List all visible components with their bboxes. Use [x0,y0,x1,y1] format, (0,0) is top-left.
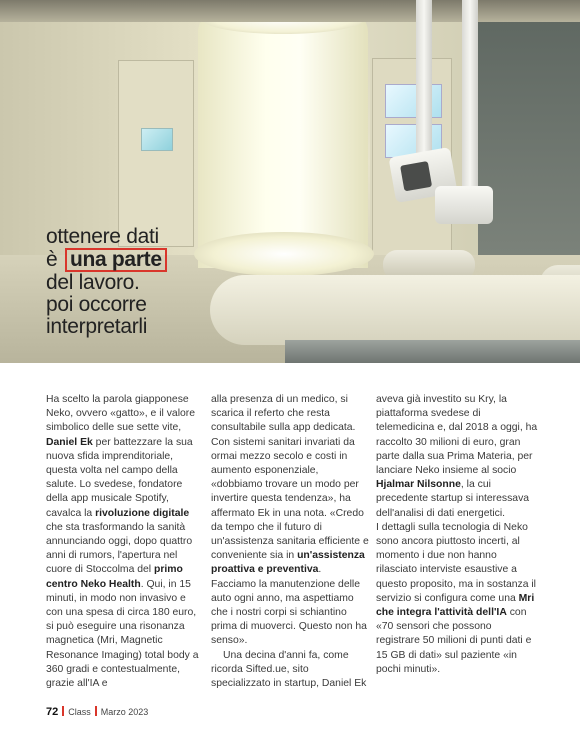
text-run: per battezzare la sua nuova sfida imprenditoriale, questa volta nel campo della salute. Lo svedese, fondatore della app musicale Spotify, cavalca la [46,436,193,519]
scanner-pod [198,10,368,268]
ceiling-arm [416,0,432,160]
text-run: che sta trasformando la sanità annunciando oggi, dopo quattro anni di rumors, l'apertura nel cuore di Stoccolma del [46,521,193,576]
scanner-pod-base [194,232,374,276]
wall-screen [141,128,173,151]
article-column-2 [211,393,369,691]
headline-line-1: ottenere dati [46,225,159,248]
headline-line-4: poi occorre [46,293,147,316]
article-column-3 [376,393,538,677]
exam-bed [210,275,580,345]
headline-line-2-prefix: è [46,248,58,271]
headline-line-5: interpretarli [46,315,148,338]
dark-wall-panel [478,0,580,255]
column-1-paragraph [46,393,204,691]
text-run: . Facciamo la manutenzione delle auto ogni anno, ma aspettiamo che i nostri corpi si schiantino prima di muoverci. Questo non ha senso». [211,564,367,647]
text-run: Una decina d'anni fa, come ricorda Sifted.ue, sito specializzato in startup, Daniel Ek [211,649,367,690]
bold-run: Mri che integra l'attività dell'IA [376,592,535,619]
article-column-1 [46,393,204,691]
scanner-lens [400,161,432,191]
ceiling [0,0,580,22]
headline-line-3: del lavoro. [46,271,140,294]
ceiling-arm-second [462,0,478,188]
right-window [385,84,442,118]
issue-date: Marzo 2023 [100,707,149,717]
text-run: alla presenza di un medico, si scarica il referto che resta consultabile sulla app dedicata. Con sistemi sanitari invariati da ormai mezzo secolo e costi in aumento esponenziale, «dobbiamo trovare un modo per invertire questa tendenza», ha affermato Ek in una nota. «Credo da tempo che il futuro di un'assistenza sanitaria efficiente e conveniente sia in [211,394,369,562]
column-2-paragraph [211,393,369,649]
exam-bed-base [285,340,580,363]
magazine-name: Class [68,707,91,717]
footer-separator [95,706,97,716]
text-run: Ha scelto la parola giapponese Neko, ovvero «gatto», e il valore simbolico delle sue sette vite, [46,394,196,434]
scanner-head-second [435,186,493,224]
footer-separator [62,706,64,716]
bold-run: Hjalmar Nilsonne [376,479,461,491]
text-run: aveva già investito su Kry, la piattaforma svedese di telemedicina e, dal 2018 a oggi, ha raccolto 30 milioni di euro, gran parte dalla sua Prima Materia, per lanciare Neko insieme al socio [376,394,538,477]
text-run: con «70 sensori che possono registrare 50 milioni di punti dati e 15 GB di dati» sul paziente «in pochi minuti». [376,607,532,675]
page-number: 72 [46,706,59,718]
bold-run: primo centro Neko Health [46,564,183,590]
page-footer [46,706,148,718]
bold-run: Daniel Ek [46,436,93,448]
headline [46,226,216,338]
text-run: I dettagli sulla tecnologia di Neko sono ancora piuttosto incerti, al momento i due non hanno rilasciato interviste esaustive a questo proposito, ma in sostanza il servizio si configura come una [376,521,536,604]
bold-run: un'assistenza proattiva e preventiva [211,550,365,576]
text-run: , la cui precedente startup si interessava dell'analisi di dati energetici. [376,479,530,519]
column-2-paragraph-second [211,649,369,692]
headline-line-2 [46,248,216,272]
left-door [118,60,194,247]
headline-highlight: una parte [65,248,167,272]
bold-run: rivoluzione digitale [95,507,190,519]
column-3-paragraph [376,393,538,521]
text-run: . Qui, in 15 minuti, in modo non invasivo e con una spesa di circa 180 euro, si può eseguire una risonanza magnetica (Mri, Magnetic Resonance Imaging) total body a 360 gradi e contestualmente, grazie all'IA e [46,578,199,690]
column-3-paragraph-second [376,521,538,677]
